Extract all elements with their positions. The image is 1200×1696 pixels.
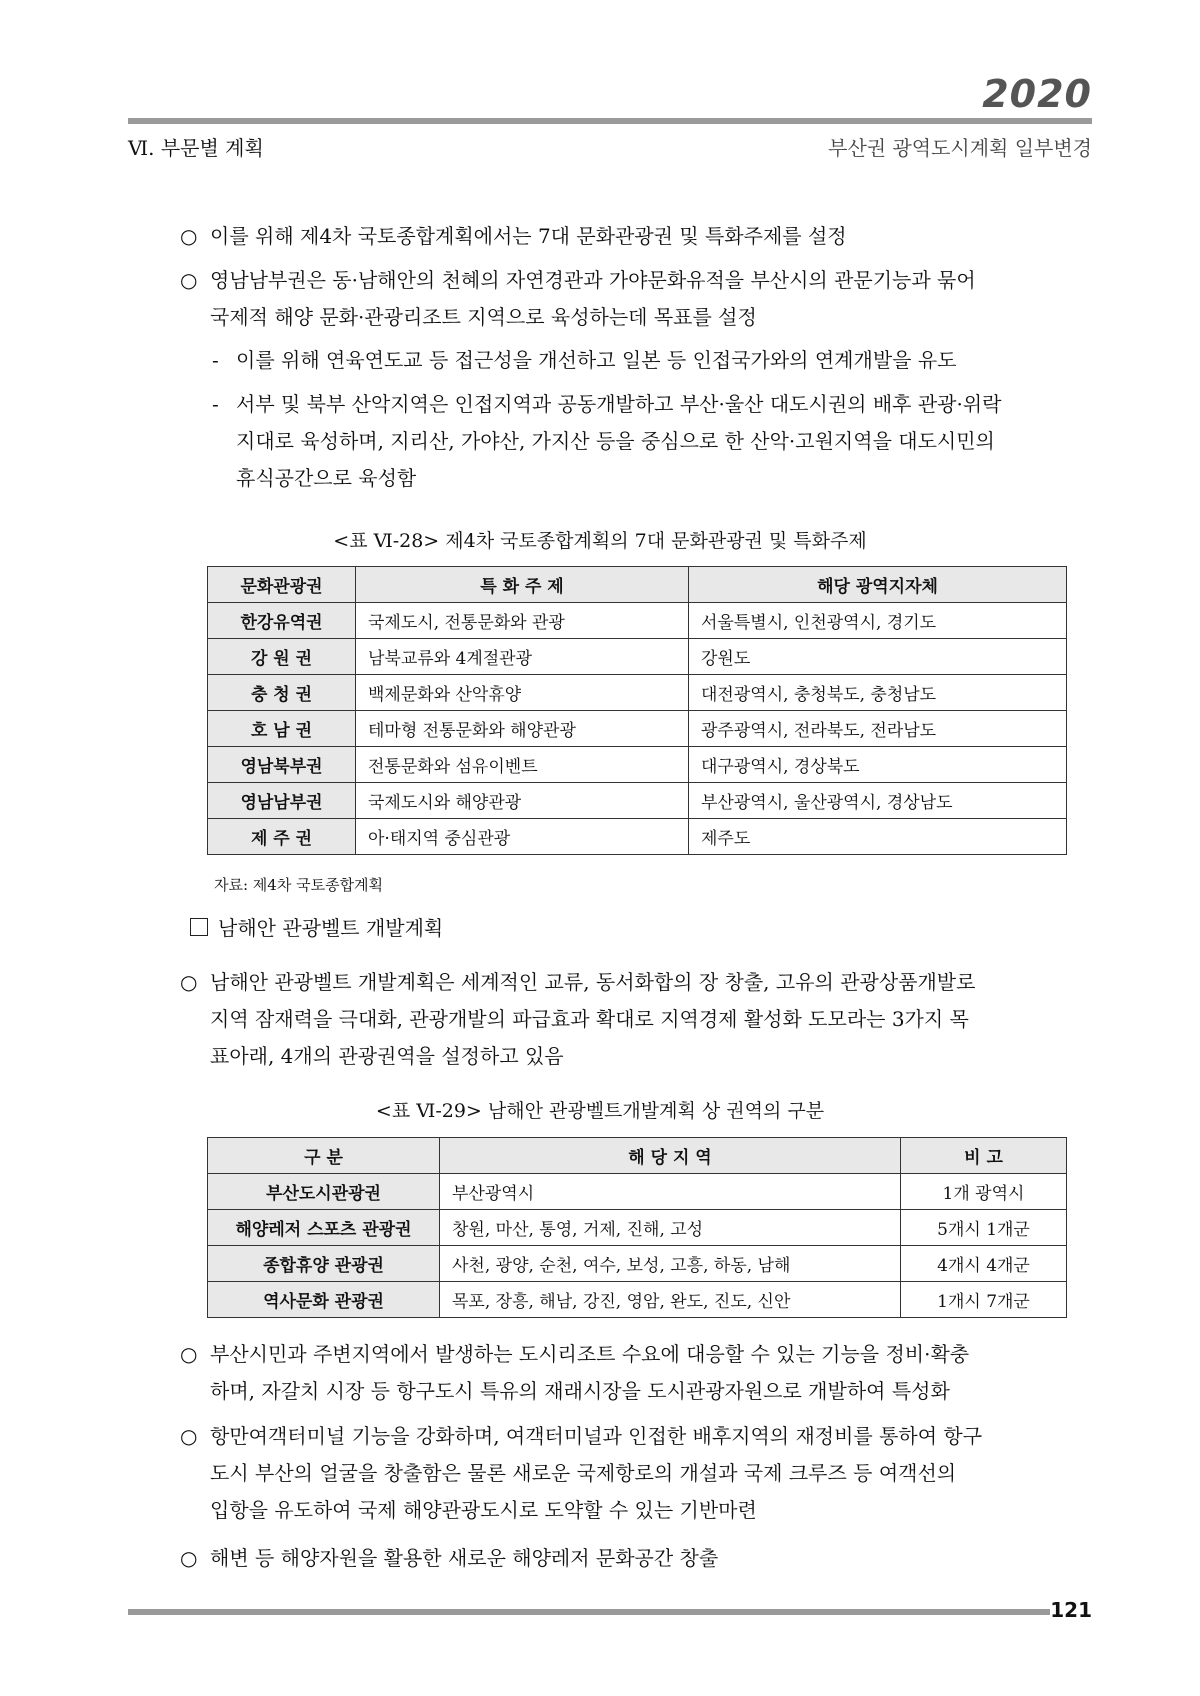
sub-item-line: 서부 및 북부 산악지역은 인접지역과 공동개발하고 부산·울산 대도시권의 배후 관광·위락: [236, 392, 1002, 416]
table-cell: 창원, 마산, 통영, 거제, 진해, 고성: [440, 1210, 901, 1246]
paragraph: [180, 964, 1090, 1075]
bottom-rule: [128, 1609, 1050, 1615]
paragraph-line: 국제적 해양 문화·관광리조트 지역으로 육성하는데 목표를 설정: [210, 305, 757, 329]
sub-item-text: 이를 위해 연육연도교 등 접근성을 개선하고 일본 등 인접국가와의 연계개발을 유도: [236, 348, 957, 372]
table-row: [208, 603, 1067, 639]
year-label: 2020: [982, 72, 1092, 116]
table-row: [208, 783, 1067, 819]
page-number: 121: [1050, 1598, 1092, 1622]
sub-item: [212, 342, 1090, 379]
table-row: [208, 639, 1067, 675]
bullet-marker: ○: [180, 970, 198, 994]
table-cell: 4개시 4개군: [901, 1246, 1067, 1282]
table-cell: 서울특별시, 인천광역시, 경기도: [689, 603, 1067, 639]
table-cell: 대전광역시, 충청북도, 충청남도: [689, 675, 1067, 711]
paragraph: [180, 1336, 1090, 1410]
table-cell: 국제도시, 전통문화와 관광: [356, 603, 689, 639]
row-label-cell: 영남북부권: [208, 747, 356, 783]
table-cell: 아·태지역 중심관광: [356, 819, 689, 855]
table-row: [208, 1282, 1067, 1318]
paragraph-line: 부산시민과 주변지역에서 발생하는 도시리조트 수요에 대응할 수 있는 기능을 정비·확충: [210, 1342, 970, 1366]
table-cell: 제주도: [689, 819, 1067, 855]
table-cell: 목포, 장흥, 해남, 강진, 영암, 완도, 진도, 신안: [440, 1282, 901, 1318]
table-cell: 5개시 1개군: [901, 1210, 1067, 1246]
table-row: [208, 675, 1067, 711]
section-title: [190, 912, 443, 941]
paragraph-text: 이를 위해 제4차 국토종합계획에서는 7대 문화관광권 및 특화주제를 설정: [210, 224, 847, 248]
paragraph-line: 남해안 관광벨트 개발계획은 세계적인 교류, 동서화합의 장 창출, 고유의 관광상품개발로: [210, 970, 976, 994]
paragraph: [180, 262, 1090, 336]
paragraph-line: 하며, 자갈치 시장 등 항구도시 특유의 재래시장을 도시관광자원으로 개발하여 특성화: [210, 1379, 950, 1403]
table-cell: 백제문화와 산악휴양: [356, 675, 689, 711]
table-caption: <표 Ⅵ-28> 제4차 국토종합계획의 7대 문화관광권 및 특화주제: [333, 530, 867, 552]
table-header: 구 분: [208, 1138, 440, 1174]
row-label-cell: 부산도시관광권: [208, 1174, 440, 1210]
paragraph: [180, 1540, 1090, 1577]
table-cell: 국제도시와 해양관광: [356, 783, 689, 819]
checkbox-bullet-icon: [190, 918, 208, 936]
paragraph-line: 지역 잠재력을 극대화, 관광개발의 파급효과 확대로 지역경제 활성화 도모라는 3가지 목: [210, 1007, 969, 1031]
sub-item-line: 휴식공간으로 육성함: [236, 466, 417, 490]
table-row: [208, 819, 1067, 855]
paragraph: [180, 1418, 1090, 1529]
bullet-marker: ○: [180, 268, 198, 292]
row-label-cell: 제 주 권: [208, 819, 356, 855]
table-caption: <표 Ⅵ-29> 남해안 관광벨트개발계획 상 권역의 구분: [375, 1100, 825, 1122]
tourism-zones-table: [207, 566, 1067, 855]
paragraph-text: 해변 등 해양자원을 활용한 새로운 해양레저 문화공간 창출: [210, 1546, 719, 1570]
row-label-cell: 종합휴양 관광권: [208, 1246, 440, 1282]
table-cell: 강원도: [689, 639, 1067, 675]
table-row: [208, 711, 1067, 747]
bullet-marker: ○: [180, 1546, 198, 1570]
bullet-marker: ○: [180, 1342, 198, 1366]
dash-marker: -: [212, 348, 219, 372]
document-title: 부산권 광역도시계획 일부변경: [828, 136, 1092, 160]
sub-item-line: 지대로 육성하며, 지리산, 가야산, 가지산 등을 중심으로 한 산악·고원지역을 대도시민의: [236, 429, 995, 453]
table-cell: 부산광역시: [440, 1174, 901, 1210]
sub-item: [212, 386, 1090, 497]
table-cell: 남북교류와 4계절관광: [356, 639, 689, 675]
paragraph-line: 항만여객터미널 기능을 강화하며, 여객터미널과 인접한 배후지역의 재정비를 통하여 항구: [210, 1424, 983, 1448]
paragraph-line: 입항을 유도하여 국제 해양관광도시로 도약할 수 있는 기반마련: [210, 1498, 757, 1522]
table-cell: 테마형 전통문화와 해양관광: [356, 711, 689, 747]
table-header: 해 당 지 역: [440, 1138, 901, 1174]
row-label-cell: 호 남 권: [208, 711, 356, 747]
table-source: 자료: 제4차 국토종합계획: [214, 876, 384, 894]
section-heading: Ⅵ. 부문별 계획: [128, 136, 264, 160]
table-header: 특 화 주 제: [356, 567, 689, 603]
row-label-cell: 한강유역권: [208, 603, 356, 639]
table-cell: 대구광역시, 경상북도: [689, 747, 1067, 783]
table-row: [208, 1210, 1067, 1246]
table-header: 해당 광역지자체: [689, 567, 1067, 603]
table-cell: 1개시 7개군: [901, 1282, 1067, 1318]
table-cell: 사천, 광양, 순천, 여수, 보성, 고흥, 하동, 남해: [440, 1246, 901, 1282]
row-label-cell: 영남남부권: [208, 783, 356, 819]
table-cell: 전통문화와 섬유이벤트: [356, 747, 689, 783]
row-label-cell: 강 원 권: [208, 639, 356, 675]
table-row: [208, 747, 1067, 783]
top-rule: [128, 118, 1092, 124]
table-row: [208, 1246, 1067, 1282]
paragraph: [180, 218, 1090, 255]
dash-marker: -: [212, 392, 219, 416]
row-label-cell: 역사문화 관광권: [208, 1282, 440, 1318]
table-header: 비 고: [901, 1138, 1067, 1174]
paragraph-line: 도시 부산의 얼굴을 창출함은 물론 새로운 국제항로의 개설과 국제 크루즈 등 여객선의: [210, 1461, 957, 1485]
paragraph-line: 표아래, 4개의 관광권역을 설정하고 있음: [210, 1044, 564, 1068]
table-cell: 1개 광역시: [901, 1174, 1067, 1210]
tourism-belt-regions-table: [207, 1137, 1067, 1318]
table-header: 문화관광권: [208, 567, 356, 603]
table-cell: 부산광역시, 울산광역시, 경상남도: [689, 783, 1067, 819]
paragraph-line: 영남남부권은 동·남해안의 천혜의 자연경관과 가야문화유적을 부산시의 관문기능과 묶어: [210, 268, 976, 292]
table-cell: 광주광역시, 전라북도, 전라남도: [689, 711, 1067, 747]
bullet-marker: ○: [180, 1424, 198, 1448]
section-title-text: 남해안 관광벨트 개발계획: [218, 916, 444, 940]
bullet-marker: ○: [180, 224, 198, 248]
table-row: [208, 1174, 1067, 1210]
row-label-cell: 해양레저 스포츠 관광권: [208, 1210, 440, 1246]
row-label-cell: 충 청 권: [208, 675, 356, 711]
